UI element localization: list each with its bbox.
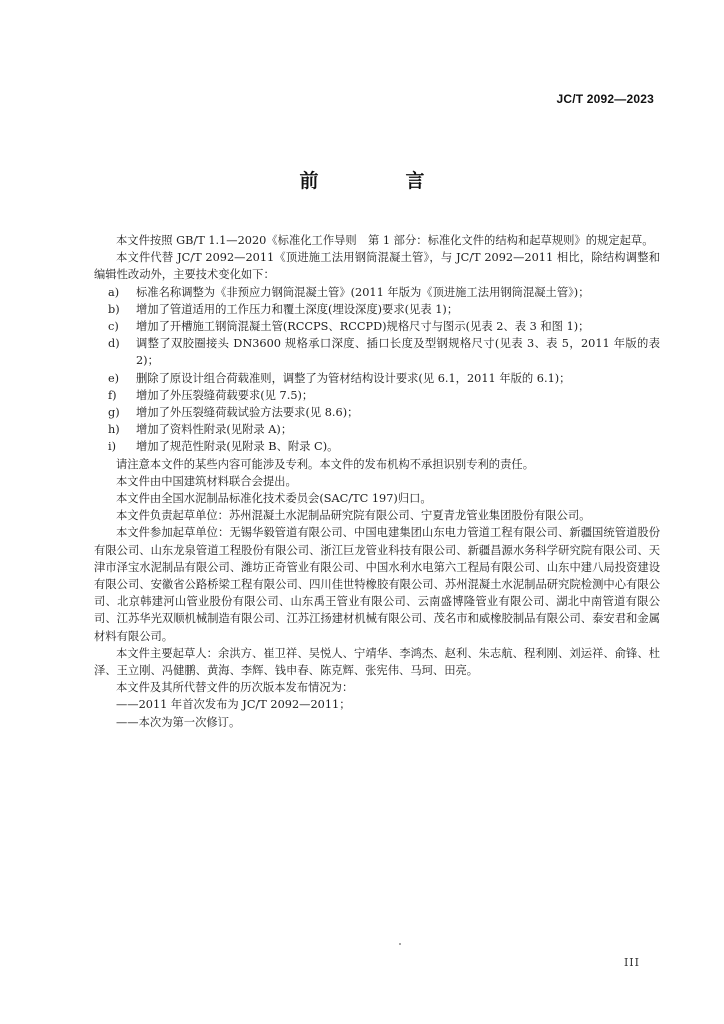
change-item-e [94,370,660,387]
paragraph-replacement: 本文件代替 JC/T 2092—2011《顶进施工法用钢筒混凝土管》，与 JC/T 2092—2011 相比，除结构调整和编辑性改动外，主要技术变化如下： [94,251,660,282]
page-number: III [623,956,640,969]
change-text: 增加了开槽施工钢筒混凝土管(RCCPS、RCCPD)规格尺寸与图示(见表 2、表 3 和图 1)； [136,320,590,334]
paragraph-centralized: 本文件由全国水泥制品标准化技术委员会(SAC/TC 197)归口。 [116,492,432,506]
paragraph-drafting-rules: 本文件按照 GB/T 1.1—2020《标准化工作导则 第 1 部分：标准化文件的结构和起草规则》的规定起草。 [116,234,654,247]
change-marker: b) [108,302,120,316]
change-item-f [94,387,660,404]
paragraph-participating-orgs: 本文件参加起草单位：无锡华毅管道有限公司、中国电建集团山东电力管道工程有限公司、新疆国统管道股份有限公司、山东龙泉管道工程股份有限公司、浙江巨龙管业科技有限公司、新疆昌源水务科学研究院有限公司、天津市泽宝水泥制品有限公司、潍坊正奇管业有限公司、中国水利水电第六工程局有限公司、山东中建八局投资建设有限公司、安徽省公路桥梁工程有限公司、四川佳世特橡胶有限公司、苏州混凝土水泥制品研究院检测中心有限公司、北京韩建河山管业股份有限公司、山东禹王管业有限公司、云南盛博隆管业有限公司、湖北中南管道有限公司、江苏华光双顺机械制造有限公司、江苏江扬建材机械有限公司、茂名市和威橡胶制品有限公司、泰安君和金属材料有限公司。 [94,526,660,643]
change-text: 删除了原设计组合荷载准则，调整了为管材结构设计要求(见 6.1，2011 年版的 6.1)； [136,371,571,385]
change-marker: h) [108,423,120,437]
standard-code: JC/T 2092—2023 [556,92,654,106]
change-item-a [94,284,660,301]
paragraph-history-intro: 本文件及其所代替文件的历次版本发布情况为： [116,681,354,695]
change-item-i [94,438,660,455]
change-marker: c) [108,320,119,334]
foreword-body [94,232,660,731]
history-item: ——本次为第一次修订。 [116,715,241,729]
change-item-h [94,421,660,438]
paragraph-proposer: 本文件由中国建筑材料联合会提出。 [116,474,297,488]
change-text: 增加了规范性附录(见附录 B、附录 C)。 [136,440,339,454]
change-text: 标准名称调整为《非预应力钢筒混凝土管》(2011 年版为《顶进施工法用钢筒混凝土管》)； [136,285,590,299]
change-text: 调整了双胶圈接头 DN3600 规格承口深度、插口长度及型钢规格尺寸(见表 3、表 5，2011 年版的表 2)； [136,337,660,368]
change-text: 增加了管道适用的工作压力和覆土深度(埋设深度)要求(见表 1)； [136,302,459,316]
change-marker: e) [108,371,120,385]
scan-artifact [399,943,401,945]
page-title: 前 言 [299,170,459,192]
paragraph-main-drafting-orgs: 本文件负责起草单位：苏州混凝土水泥制品研究院有限公司、宁夏青龙管业集团股份有限公司。 [116,509,591,523]
change-marker: f) [108,388,117,402]
change-item-b [94,301,660,318]
paragraph-patent-notice: 请注意本文件的某些内容可能涉及专利。本文件的发布机构不承担识别专利的责任。 [116,457,534,471]
change-item-d [94,335,660,369]
change-marker: a) [108,285,120,299]
change-marker: i) [108,440,117,454]
change-marker: d) [108,337,120,351]
change-text: 增加了资料性附录(见附录 A)； [136,423,293,437]
change-item-g [94,404,660,421]
paragraph-drafters: 本文件主要起草人：余洪方、崔卫祥、吴悦人、宁靖华、李鸿杰、赵利、朱志航、程利刚、刘运祥、俞锋、杜泽、王立刚、冯健鹏、黄海、李辉、钱申春、陈克辉、张宪伟、马珂、田亮。 [94,646,660,678]
change-text: 增加了外压裂缝荷载要求(见 7.5)； [136,388,314,402]
change-marker: g) [108,406,120,420]
change-item-c [94,318,660,335]
change-text: 增加了外压裂缝荷载试验方法要求(见 8.6)； [136,406,359,420]
history-item: ——2011 年首次发布为 JC/T 2092—2011； [116,698,351,712]
